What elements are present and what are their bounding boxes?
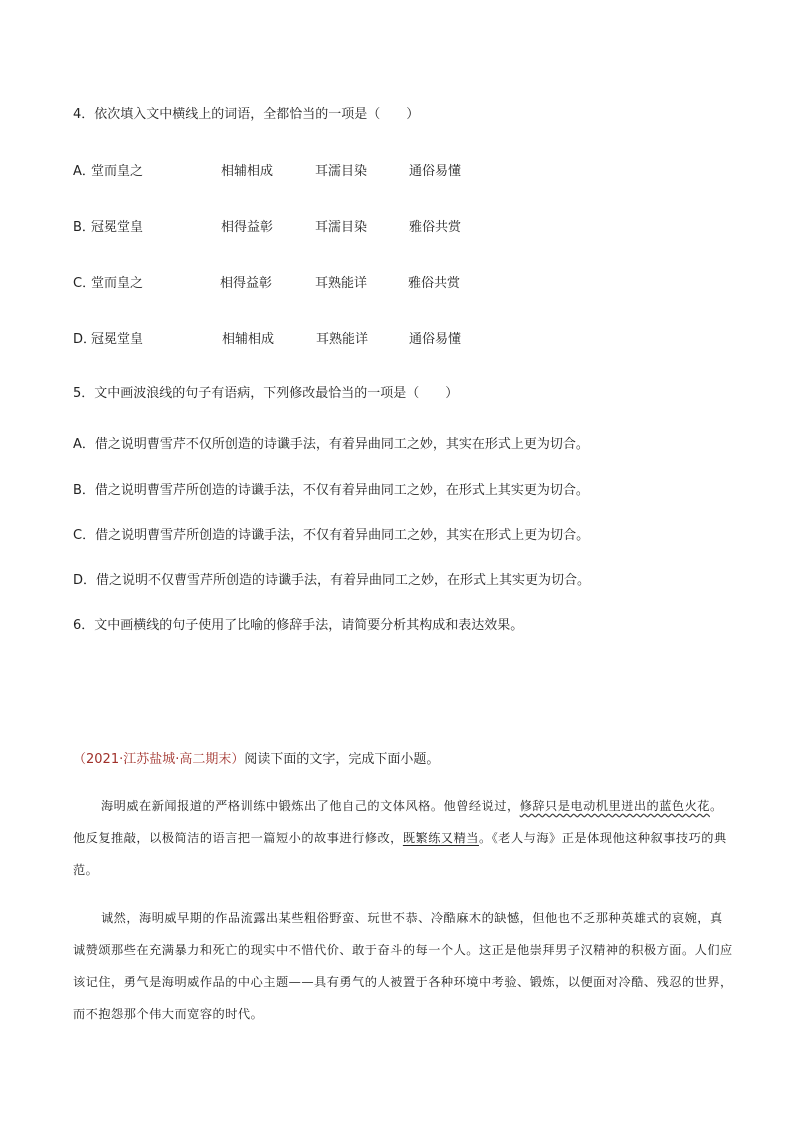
option-word: 耳濡目染 (315, 164, 368, 179)
q5-option-b: B．借之说明曹雪芹所创造的诗谶手法，不仅有着异曲同工之妙，在形式上其实更为切合。 (73, 483, 589, 498)
q4-stem: 4．依次填入文中横线上的词语，全都恰当的一项是（ ） (73, 107, 420, 122)
option-label: D． (73, 332, 97, 347)
option-word: 堂而皇之 (91, 164, 144, 179)
source-tag: （2021·江苏盐城·高二期末） (73, 752, 245, 767)
option-word: 通俗易懂 (409, 164, 462, 179)
option-word: 冠冕堂皇 (91, 220, 144, 235)
option-word: 相辅相成 (221, 164, 274, 179)
option-word: 冠冕堂皇 (91, 332, 144, 347)
option-word: 雅俗共赏 (408, 276, 461, 291)
passage-paragraph-1 (73, 790, 733, 886)
option-word: 耳熟能详 (315, 276, 368, 291)
underlined-phrase: 既繁练又精当 (402, 831, 479, 845)
option-word: 相得益彰 (220, 276, 273, 291)
option-label: B． (73, 220, 95, 235)
option-word: 通俗易懂 (409, 332, 462, 347)
source-line (73, 751, 439, 769)
option-word: 雅俗共赏 (409, 220, 462, 235)
option-word: 耳熟能详 (316, 332, 369, 347)
q5-option-d: D．借之说明不仅曹雪芹所创造的诗谶手法，有着异曲同工之妙，在形式上其实更为切合。 (73, 573, 591, 588)
option-word: 相得益彰 (221, 220, 274, 235)
q6-stem: 6．文中画横线的句子使用了比喻的修辞手法，请简要分析其构成和表达效果。 (73, 618, 524, 633)
passage-text: 。他反复推敲，以极简洁的语言把一篇短小的故事进行修改， (73, 799, 723, 845)
source-instruction: 阅读下面的文字，完成下面小题。 (244, 752, 440, 767)
q5-option-a: A．借之说明曹雪芹不仅所创造的诗谶手法，有着异曲同工之妙，其实在形式上更为切合。 (73, 437, 589, 452)
option-label: A． (73, 164, 95, 179)
q5-option-c: C．借之说明曹雪芹所创造的诗谶手法，不仅有着异曲同工之妙，其实在形式上更为切合。 (73, 528, 590, 543)
passage-paragraph-2: 诚然，海明威早期的作品流露出某些粗俗野蛮、玩世不恭、冷酷麻木的缺憾，但他也不乏那种英雄式的哀婉，真诚赞颂那些在充满暴力和死亡的现实中不惜代价、敢于奋斗的每一个人。这正是他崇拜男子汉精神的积极方面。人们应该记住，勇气是海明威作品的中心主题——具有勇气的人被置于各种环境中考验、锻炼，以便面对冷酷、残忍的世界，而不抱怨那个伟大而宽容的时代。 (73, 911, 733, 1021)
passage-text: 海明威在新闻报道的严格训练中锻炼出了他自己的文体风格。他曾经说过， (101, 799, 520, 813)
passage-text: 。《老人与海》正是体现他这种叙事技巧的典范。 (73, 831, 727, 877)
option-word: 堂而皇之 (91, 276, 144, 291)
option-label: C． (73, 276, 96, 291)
option-word: 相辅相成 (222, 332, 275, 347)
q5-stem: 5．文中画波浪线的句子有语病，下列修改最恰当的一项是（ ） (73, 386, 459, 401)
wavy-underlined-sentence: 修辞只是电动机里迸出的蓝色火花 (519, 799, 710, 813)
option-word: 耳濡目染 (315, 220, 368, 235)
